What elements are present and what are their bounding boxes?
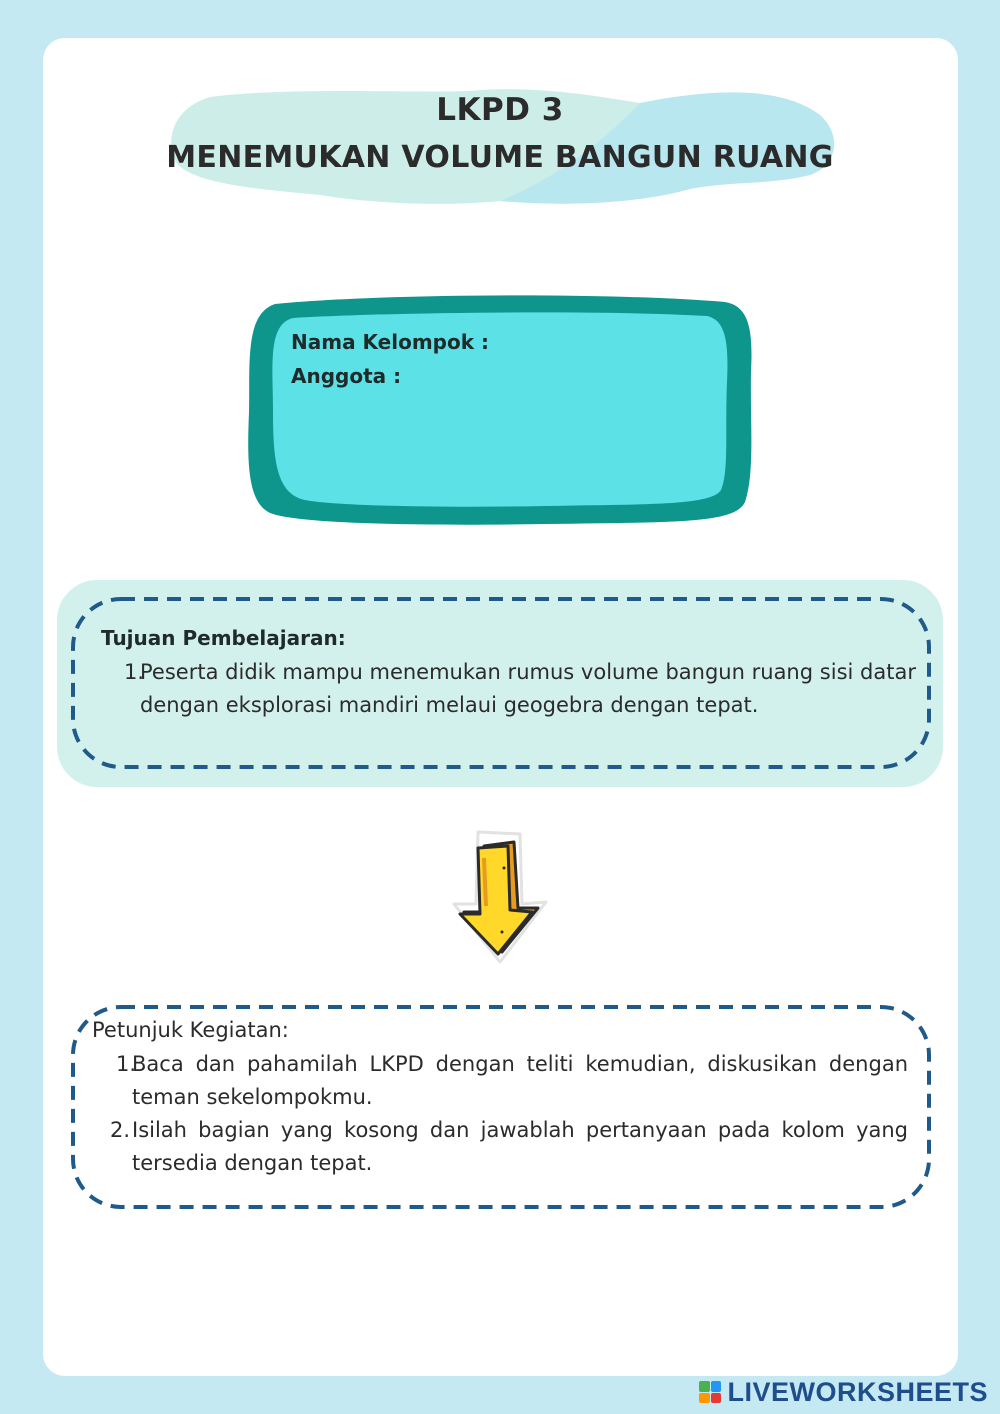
list-item-number: 1. — [124, 660, 145, 684]
list-item-text: Baca dan pahamilah LKPD dengan teliti kemudian, diskusikan dengan teman sekelompokmu. — [132, 1052, 908, 1109]
group-info-box — [245, 292, 755, 527]
down-arrow-icon — [442, 828, 557, 968]
worksheet-main-title: MENEMUKAN VOLUME BANGUN RUANG — [166, 140, 834, 175]
worksheet-number-title: LKPD 3 — [436, 92, 564, 128]
learning-goals-heading: Tujuan Pembelajaran: — [101, 626, 346, 650]
list-item-number: 2. — [110, 1118, 131, 1142]
instructions-list — [110, 1048, 908, 1180]
list-item-text: Isilah bagian yang kosong dan jawablah pertanyaan pada kolom yang tersedia dengan tepat. — [132, 1118, 908, 1175]
list-item-text: Peserta didik mampu menemukan rumus volume bangun ruang sisi datar dengan eksplorasi mandiri melaui geogebra dengan tepat. — [140, 660, 916, 717]
list-item — [116, 1048, 908, 1114]
list-item — [110, 1114, 908, 1180]
liveworksheets-brand[interactable] — [699, 1376, 988, 1408]
group-members-label: Anggota : — [291, 364, 402, 388]
group-name-label: Nama Kelompok : — [291, 330, 489, 354]
brand-name: LIVEWORKSHEETS — [727, 1376, 988, 1407]
list-item — [124, 656, 916, 722]
instructions-heading: Petunjuk Kegiatan: — [92, 1018, 289, 1042]
liveworksheets-logo-icon — [699, 1381, 721, 1403]
learning-goals-list — [124, 656, 916, 722]
list-item-number: 1. — [116, 1052, 137, 1076]
